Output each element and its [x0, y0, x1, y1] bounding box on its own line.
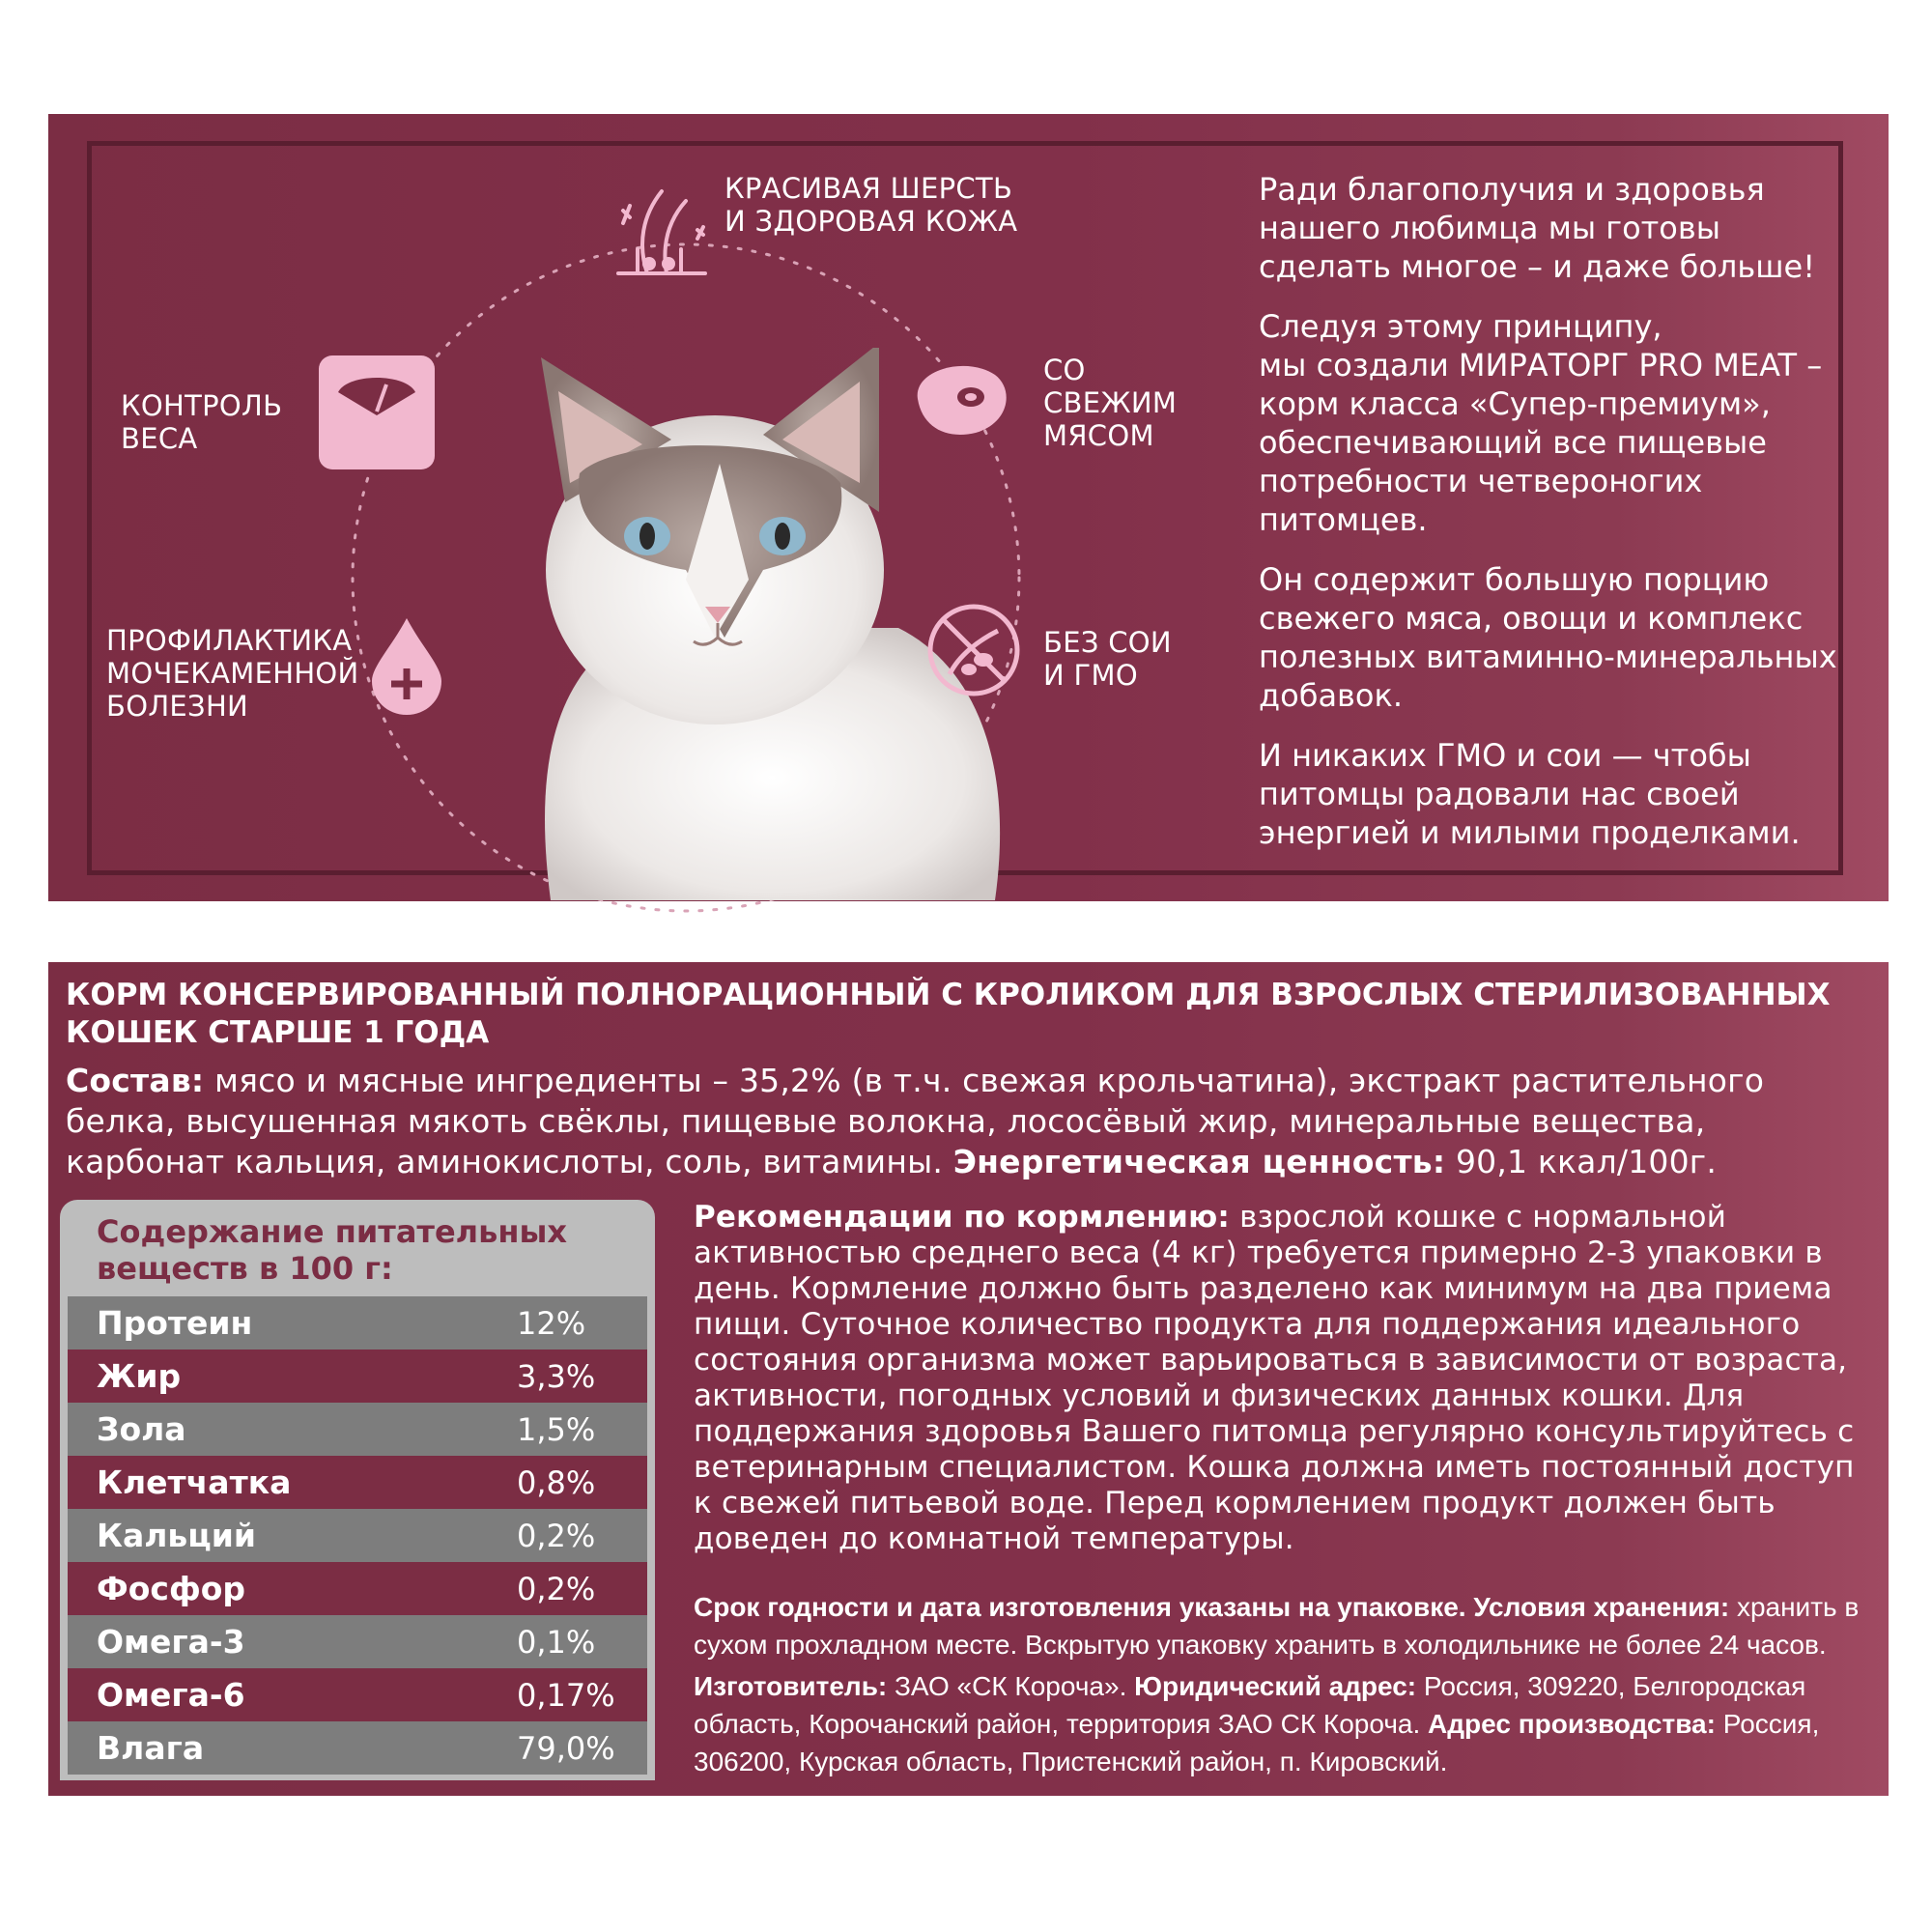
- feature-urinary-label: ПРОФИЛАКТИКА МОЧЕКАМЕННОЙ БОЛЕЗНИ: [106, 624, 359, 723]
- hair-follicle-icon: [609, 177, 715, 288]
- nutrient-row: [68, 1350, 647, 1403]
- storage-conditions: [694, 1588, 1872, 1663]
- nutrient-value: 12%: [517, 1304, 586, 1342]
- feeding-body: взрослой кошке с нормальной активностью среднего веса (4 кг) требуется примерно 2-3 упаковки в день. Кормление должно быть разделено как минимум на два приема пищи. Суточное количество продукта для поддержания идеального состояния организма может варьироваться в зависимости от возраста, активности, погодных условий и физических данных кошки. Для поддержания здоровья Вашего питомца регулярно консультируйтесь с ветеринарным специалистом. Кошка должна иметь постоянный доступ к свежей питьевой воде. Перед кормлением продукт должен быть доведен до комнатной температуры.: [694, 1200, 1855, 1556]
- feature-nosoy-label: БЕЗ СОИ И ГМО: [1043, 626, 1172, 692]
- no-soy-icon: [925, 602, 1022, 698]
- nutrients-box: [60, 1200, 655, 1780]
- energy-label: Энергетическая ценность:: [952, 1143, 1446, 1180]
- composition-body: мясо и мясные ингредиенты – 35,2% (в т.ч. свежая крольчатина), экстракт растительного белка, высушенная мякоть свёклы, пищевые волокна, лососёвый жир, минеральные вещества, карбонат кальция, аминокислоты, соль, витамины.: [66, 1062, 1765, 1180]
- production-address: Россия, 306200, Курская область, Пристенский район, п. Кировский.: [694, 1709, 1820, 1776]
- nutrients-table: [68, 1296, 647, 1775]
- nutrient-row: [68, 1615, 647, 1668]
- nutrients-header: Содержание питательных веществ в 100 г:: [97, 1213, 568, 1287]
- description-paragraph: Ради благополучия и здоровья нашего любимца мы готовы сделать многое – и даже больше!: [1259, 171, 1816, 285]
- legal-address-label: Юридический адрес:: [1134, 1671, 1417, 1701]
- nutrient-name: Клетчатка: [97, 1463, 292, 1501]
- nutrient-name: Фосфор: [97, 1570, 245, 1607]
- composition-label: Состав:: [66, 1062, 205, 1099]
- meat-steak-icon: [908, 360, 1014, 438]
- feature-weight-label: КОНТРОЛЬ ВЕСА: [121, 389, 283, 455]
- description-paragraph: Он содержит большую порцию свежего мяса, овощи и комплекс полезных витаминно-минеральных добавок.: [1259, 561, 1837, 714]
- nutrient-row: [68, 1721, 647, 1775]
- production-address-label: Адрес производства:: [1428, 1709, 1716, 1739]
- nutrient-row: [68, 1509, 647, 1562]
- nutrient-name: Омега-6: [97, 1676, 245, 1714]
- feeding-label: Рекомендации по кормлению:: [694, 1200, 1231, 1235]
- nutrient-row: [68, 1296, 647, 1350]
- scale-icon: [319, 355, 435, 469]
- nutrient-row: [68, 1456, 647, 1509]
- manufacturer-name: ЗАО «СК Короча».: [887, 1671, 1135, 1701]
- nutrient-name: Жир: [97, 1357, 182, 1395]
- legal-address: Россия, 309220, Белгородская область, Корочанский район, территория ЗАО СК Короча.: [694, 1671, 1806, 1739]
- nutrient-row: [68, 1403, 647, 1456]
- product-title: КОРМ КОНСЕРВИРОВАННЫЙ ПОЛНОРАЦИОННЫЙ С КРОЛИКОМ ДЛЯ ВЗРОСЛЫХ СТЕРИЛИЗОВАННЫХ КОШЕК СТАРШЕ 1 ГОДА: [66, 978, 1831, 1050]
- feature-fur-label: КРАСИВАЯ ШЕРСТЬ И ЗДОРОВАЯ КОЖА: [724, 172, 1018, 238]
- nutrient-value: 3,3%: [517, 1357, 596, 1395]
- energy-value: 90,1 ккал/100г.: [1445, 1143, 1718, 1180]
- nutrient-name: Кальций: [97, 1517, 256, 1554]
- nutrient-row: [68, 1562, 647, 1615]
- nutrient-name: Зола: [97, 1410, 186, 1448]
- product-info-panel: [48, 962, 1889, 1796]
- nutrient-value: 0,2%: [517, 1517, 596, 1554]
- nutrient-value: 0,2%: [517, 1570, 596, 1607]
- nutrient-value: 1,5%: [517, 1410, 596, 1448]
- drop-plus-icon: [372, 618, 441, 715]
- nutrient-value: 0,8%: [517, 1463, 596, 1501]
- manufacturer-info: [694, 1667, 1872, 1780]
- description-paragraph: Следуя этому принципу, мы создали МИРАТОРГ PRO MEAT – корм класса «Супер-премиум», обеспечивающий все пищевые потребности четвероногих питомцев.: [1259, 308, 1823, 538]
- nutrient-row: [68, 1668, 647, 1721]
- benefits-panel: [48, 114, 1889, 901]
- storage-label: Срок годности и дата изготовления указаны на упаковке. Условия хранения:: [694, 1592, 1730, 1622]
- feature-meat-label: СО СВЕЖИМ МЯСОМ: [1043, 354, 1178, 452]
- nutrient-value: 79,0%: [517, 1729, 615, 1767]
- storage-body: хранить в сухом прохладном месте. Вскрытую упаковку хранить в холодильнике не более 24 часов.: [694, 1592, 1860, 1660]
- nutrient-name: Протеин: [97, 1304, 253, 1342]
- nutrient-name: Омега-3: [97, 1623, 245, 1661]
- composition-text: [66, 1061, 1872, 1182]
- manufacturer-label: Изготовитель:: [694, 1671, 888, 1701]
- brand-description: [1259, 170, 1858, 873]
- feeding-recommendations: [694, 1200, 1872, 1557]
- nutrient-name: Влага: [97, 1729, 205, 1767]
- nutrient-value: 0,1%: [517, 1623, 596, 1661]
- description-paragraph: И никаких ГМО и сои — чтобы питомцы радовали нас своей энергией и милыми проделками.: [1259, 737, 1801, 851]
- nutrient-value: 0,17%: [517, 1676, 615, 1714]
